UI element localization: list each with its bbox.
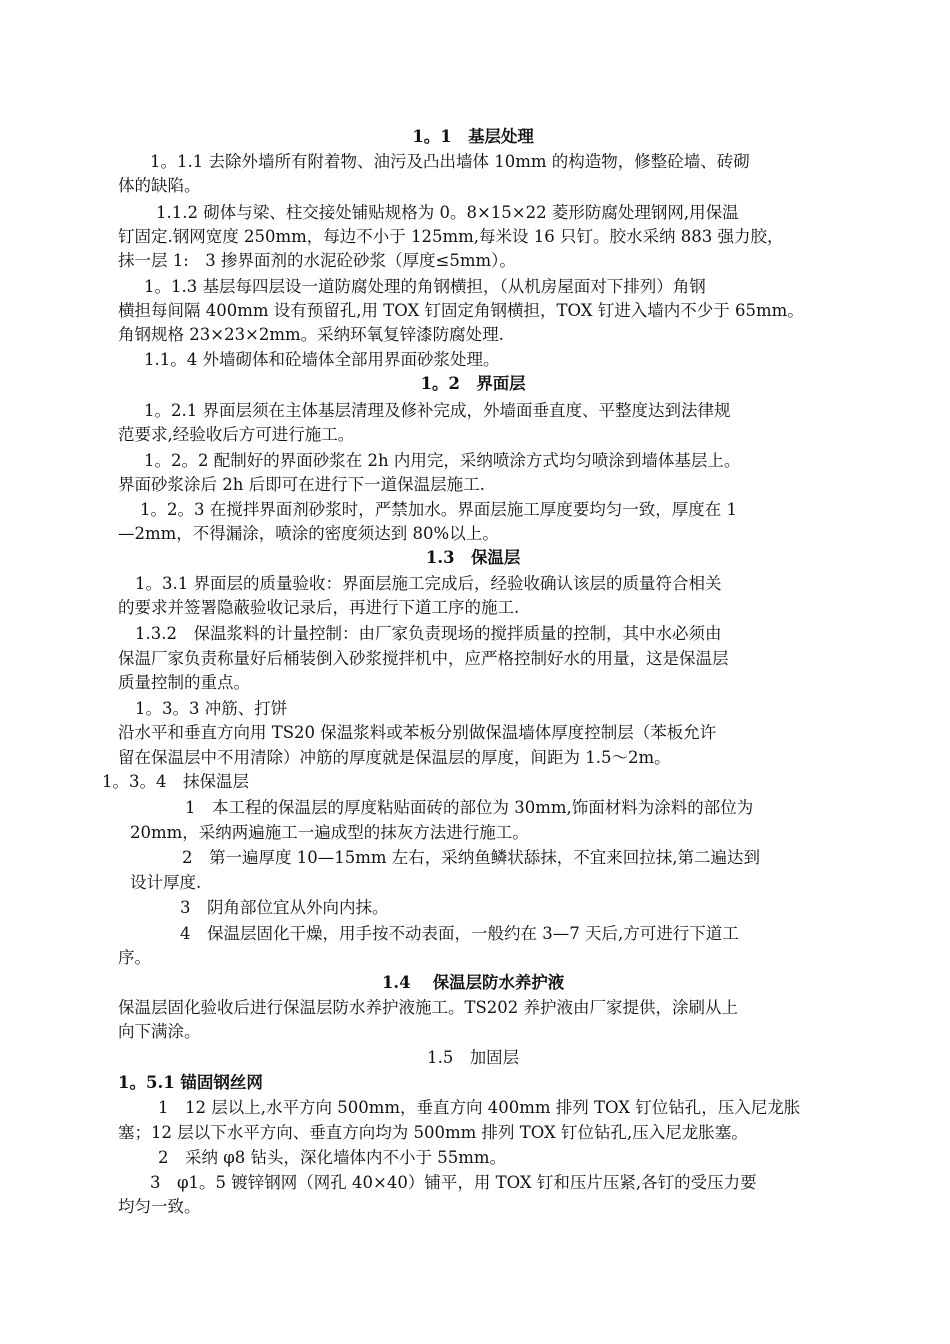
- paragraph-line: 钉固定.钢网宽度 250mm，每边不小于 125mm,每米设 16 只钉。胶水采纳 883 强力胶，: [118, 227, 784, 246]
- paragraph-line: 20mm，采纳两遍施工一遍成型的抹灰方法进行施工。: [130, 823, 529, 842]
- paragraph-line: 1.1.2 砌体与梁、柱交接处铺贴规格为 0。8×15×22 菱形防腐处理钢网,用保温: [156, 203, 739, 222]
- paragraph-line: 1。3.1 界面层的质量验收：界面层施工完成后，经验收确认该层的质量符合相关: [135, 574, 722, 593]
- paragraph-line: 1。1.1 去除外墙所有附着物、油污及凸出墙体 10mm 的构造物，修整砼墙、砖砌: [150, 152, 750, 171]
- paragraph-line: 均匀一致。: [118, 1197, 201, 1216]
- paragraph-line: 体的缺陷。: [118, 176, 201, 195]
- paragraph-line: 1。3。3 冲筋、打饼: [135, 699, 288, 718]
- paragraph-line: 保温层固化验收后进行保温层防水养护液施工。TS202 养护液由厂家提供，涂刷从上: [118, 998, 739, 1017]
- section-heading: 1。1 基层处理: [412, 127, 534, 146]
- paragraph-line: 抹一层 1: 3 掺界面剂的水泥砼砂浆（厚度≤5mm）。: [118, 251, 516, 270]
- paragraph-line: 1。1.3 基层每四层设一道防腐处理的角钢横担，（从机房屋面对下排列）角钢: [144, 277, 706, 296]
- paragraph-line: 界面砂浆涂后 2h 后即可在进行下一道保温层施工.: [118, 475, 485, 494]
- section-heading: 1.4 保温层防水养护液: [381, 973, 565, 992]
- paragraph-line: —2mm，不得漏涂，喷涂的密度须达到 80%以上。: [118, 524, 499, 543]
- paragraph-line: 沿水平和垂直方向用 TS20 保温浆料或苯板分别做保温墙体厚度控制层（苯板允许: [118, 723, 717, 742]
- section-heading: 1.3 保温层: [425, 548, 521, 567]
- paragraph-line: 序。: [118, 948, 151, 967]
- paragraph-line: 横担每间隔 400mm 设有预留孔,用 TOX 钉固定角钢横担，TOX 钉进入墙内不少于 65mm。: [118, 301, 804, 320]
- paragraph-line: 3 阴角部位宜从外向内抹。: [180, 898, 389, 917]
- paragraph-line: 1.1。4 外墙砌体和砼墙体全部用界面砂浆处理。: [144, 350, 500, 369]
- paragraph-line: 质量控制的重点。: [118, 673, 250, 692]
- paragraph-line: 1 12 层以上,水平方向 500mm，垂直方向 400mm 排列 TOX 钉位钻孔，压入尼龙胀: [158, 1098, 801, 1117]
- paragraph-line: 1.3.2 保温浆料的计量控制：由厂家负责现场的搅拌质量的控制，其中水必须由: [135, 624, 722, 643]
- paragraph-line: 角钢规格 23×23×2mm。采纳环氧复锌漆防腐处理.: [118, 325, 504, 344]
- paragraph-line: 的要求并签署隐蔽验收记录后，再进行下道工序的施工.: [118, 598, 520, 617]
- paragraph-line: 1。3。4 抹保温层: [102, 772, 249, 791]
- paragraph-line: 留在保温层中不用清除）冲筋的厚度就是保温层的厚度，间距为 1.5～2m。: [118, 748, 671, 767]
- paragraph-line: 2 采纳 φ8 钻头，深化墙体内不小于 55mm。: [158, 1148, 507, 1167]
- paragraph-line: 1。2。2 配制好的界面砂浆在 2h 内用完，采纳喷涂方式均匀喷涂到墙体基层上。: [144, 451, 741, 470]
- paragraph-line: 保温厂家负责称量好后桶装倒入砂浆搅拌机中，应严格控制好水的用量，这是保温层: [118, 649, 729, 668]
- paragraph-line: 1 本工程的保温层的厚度粘贴面砖的部位为 30mm,饰面材料为涂料的部位为: [185, 798, 754, 817]
- paragraph-line: 3 φ1。5 镀锌钢网（网孔 40×40）铺平，用 TOX 钉和压片压紧,各钉的受压力要: [150, 1173, 757, 1192]
- paragraph-line: 2 第一遍厚度 10—15mm 左右，采纳鱼鳞状舔抹，不宜来回拉抹,第二遍达到: [182, 848, 761, 867]
- paragraph-line: 范要求,经验收后方可进行施工。: [118, 425, 355, 444]
- paragraph-line: 向下满涂。: [118, 1022, 201, 1041]
- paragraph-line: 1。2.1 界面层须在主体基层清理及修补完成，外墙面垂直度、平整度达到法律规: [144, 401, 731, 420]
- paragraph-line: 4 保温层固化干燥，用手按不动表面，一般约在 3—7 天后,方可进行下道工: [180, 924, 739, 943]
- section-heading: 1。2 界面层: [420, 374, 526, 393]
- subsection-heading: 1。5.1 锚固钢丝网: [118, 1073, 263, 1092]
- paragraph-line: 塞；12 层以下水平方向、垂直方向均为 500mm 排列 TOX 钉位钻孔,压入尼龙胀塞。: [118, 1123, 748, 1142]
- section-heading: 1.5 加固层: [427, 1048, 520, 1067]
- paragraph-line: 设计厚度.: [130, 873, 202, 892]
- paragraph-line: 1。2。3 在搅拌界面剂砂浆时，严禁加水。界面层施工厚度要均匀一致，厚度在 1: [140, 500, 737, 519]
